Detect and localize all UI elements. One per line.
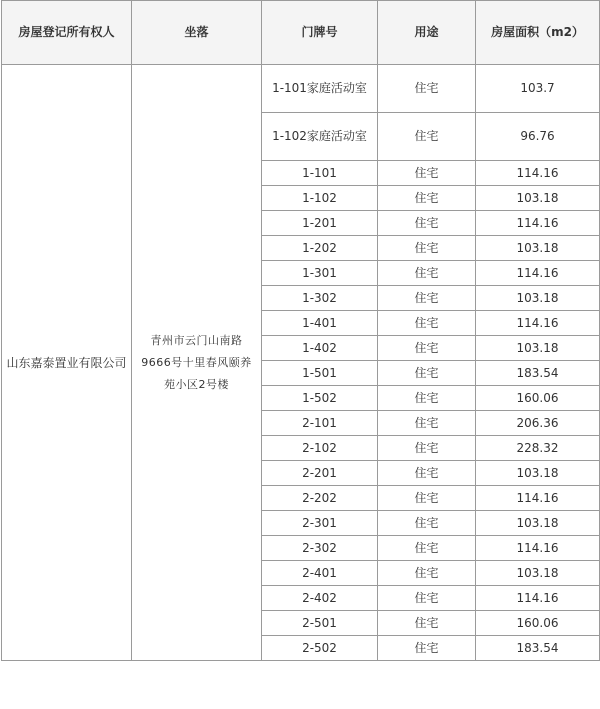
area-cell: 103.18 bbox=[476, 461, 600, 486]
door-number-cell: 2-202 bbox=[262, 486, 378, 511]
area-cell: 114.16 bbox=[476, 536, 600, 561]
area-cell: 228.32 bbox=[476, 436, 600, 461]
door-number-cell: 1-101 bbox=[262, 161, 378, 186]
use-cell: 住宅 bbox=[378, 211, 476, 236]
use-cell: 住宅 bbox=[378, 461, 476, 486]
header-area: 房屋面积（m2） bbox=[476, 1, 600, 65]
use-cell: 住宅 bbox=[378, 236, 476, 261]
property-table bbox=[1, 0, 600, 661]
area-cell: 103.7 bbox=[476, 65, 600, 113]
area-cell: 103.18 bbox=[476, 286, 600, 311]
area-cell: 114.16 bbox=[476, 586, 600, 611]
use-cell: 住宅 bbox=[378, 186, 476, 211]
area-cell: 103.18 bbox=[476, 186, 600, 211]
door-number-cell: 2-101 bbox=[262, 411, 378, 436]
door-number-cell: 1-101家庭活动室 bbox=[262, 65, 378, 113]
door-number-cell: 2-201 bbox=[262, 461, 378, 486]
area-cell: 183.54 bbox=[476, 361, 600, 386]
area-cell: 103.18 bbox=[476, 336, 600, 361]
area-cell: 103.18 bbox=[476, 236, 600, 261]
use-cell: 住宅 bbox=[378, 336, 476, 361]
door-number-cell: 1-301 bbox=[262, 261, 378, 286]
door-number-cell: 1-102 bbox=[262, 186, 378, 211]
owner-cell: 山东嘉泰置业有限公司 bbox=[2, 65, 132, 661]
use-cell: 住宅 bbox=[378, 536, 476, 561]
door-number-cell: 1-202 bbox=[262, 236, 378, 261]
use-cell: 住宅 bbox=[378, 65, 476, 113]
area-cell: 96.76 bbox=[476, 113, 600, 161]
door-number-cell: 2-502 bbox=[262, 636, 378, 661]
door-number-cell: 1-402 bbox=[262, 336, 378, 361]
header-row bbox=[2, 1, 600, 65]
door-number-cell: 1-201 bbox=[262, 211, 378, 236]
door-number-cell: 1-501 bbox=[262, 361, 378, 386]
door-number-cell: 2-302 bbox=[262, 536, 378, 561]
area-cell: 160.06 bbox=[476, 386, 600, 411]
use-cell: 住宅 bbox=[378, 161, 476, 186]
use-cell: 住宅 bbox=[378, 261, 476, 286]
header-owner: 房屋登记所有权人 bbox=[2, 1, 132, 65]
use-cell: 住宅 bbox=[378, 486, 476, 511]
use-cell: 住宅 bbox=[378, 611, 476, 636]
use-cell: 住宅 bbox=[378, 311, 476, 336]
area-cell: 114.16 bbox=[476, 161, 600, 186]
area-cell: 206.36 bbox=[476, 411, 600, 436]
area-cell: 114.16 bbox=[476, 311, 600, 336]
door-number-cell: 1-102家庭活动室 bbox=[262, 113, 378, 161]
use-cell: 住宅 bbox=[378, 286, 476, 311]
area-cell: 183.54 bbox=[476, 636, 600, 661]
door-number-cell: 2-401 bbox=[262, 561, 378, 586]
door-number-cell: 1-502 bbox=[262, 386, 378, 411]
door-number-cell: 2-102 bbox=[262, 436, 378, 461]
door-number-cell: 2-402 bbox=[262, 586, 378, 611]
area-cell: 103.18 bbox=[476, 561, 600, 586]
location-cell: 青州市云门山南路9666号十里春风颐养苑小区2号楼 bbox=[132, 65, 262, 661]
use-cell: 住宅 bbox=[378, 386, 476, 411]
area-cell: 114.16 bbox=[476, 486, 600, 511]
table-row bbox=[2, 65, 600, 113]
use-cell: 住宅 bbox=[378, 561, 476, 586]
use-cell: 住宅 bbox=[378, 436, 476, 461]
use-cell: 住宅 bbox=[378, 586, 476, 611]
header-location: 坐落 bbox=[132, 1, 262, 65]
area-cell: 103.18 bbox=[476, 511, 600, 536]
use-cell: 住宅 bbox=[378, 411, 476, 436]
use-cell: 住宅 bbox=[378, 636, 476, 661]
door-number-cell: 1-401 bbox=[262, 311, 378, 336]
area-cell: 160.06 bbox=[476, 611, 600, 636]
header-use: 用途 bbox=[378, 1, 476, 65]
area-cell: 114.16 bbox=[476, 261, 600, 286]
header-door-number: 门牌号 bbox=[262, 1, 378, 65]
area-cell: 114.16 bbox=[476, 211, 600, 236]
use-cell: 住宅 bbox=[378, 511, 476, 536]
door-number-cell: 1-302 bbox=[262, 286, 378, 311]
use-cell: 住宅 bbox=[378, 113, 476, 161]
door-number-cell: 2-301 bbox=[262, 511, 378, 536]
use-cell: 住宅 bbox=[378, 361, 476, 386]
door-number-cell: 2-501 bbox=[262, 611, 378, 636]
